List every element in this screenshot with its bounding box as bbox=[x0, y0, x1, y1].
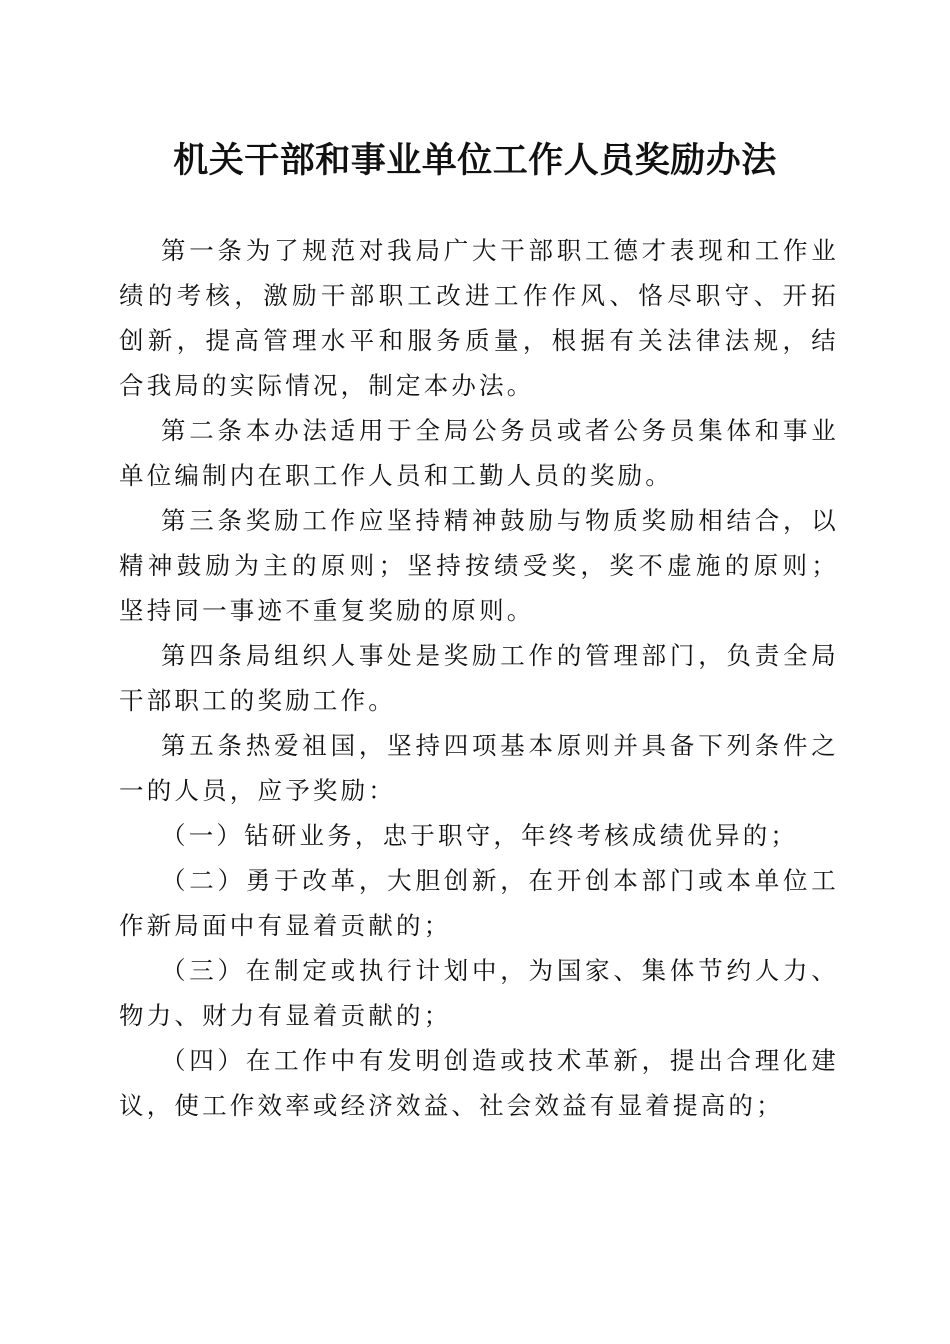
article-2-paragraph: 第二条本办法适用于全局公务员或者公务员集体和事业单位编制内在职工作人员和工勤人员的奖励。 bbox=[119, 416, 839, 490]
condition-3-item: （三）在制定或执行计划中，为国家、集体节约人力、物力、财力有显着贡献的； bbox=[119, 956, 839, 1030]
document-body bbox=[119, 228, 839, 1128]
article-3-paragraph: 第三条奖励工作应坚持精神鼓励与物质奖励相结合，以精神鼓励为主的原则；坚持按绩受奖，奖不虚施的原则；坚持同一事迹不重复奖励的原则。 bbox=[119, 506, 839, 625]
condition-1-item: （一）钻研业务，忠于职守，年终考核成绩优异的； bbox=[161, 821, 799, 850]
article-5-paragraph: 第五条热爱祖国，坚持四项基本原则并具备下列条件之一的人员，应予奖励： bbox=[119, 731, 839, 805]
condition-2-item: （二）勇于改革，大胆创新，在开创本部门或本单位工作新局面中有显着贡献的； bbox=[119, 866, 839, 940]
article-4-paragraph: 第四条局组织人事处是奖励工作的管理部门，负责全局干部职工的奖励工作。 bbox=[119, 641, 839, 715]
document-title: 机关干部和事业单位工作人员奖励办法 bbox=[173, 140, 777, 181]
condition-4-item: （四）在工作中有发明创造或技术革新，提出合理化建议，使工作效率或经济效益、社会效益有显着提高的； bbox=[119, 1046, 839, 1120]
article-1-paragraph: 第一条为了规范对我局广大干部职工德才表现和工作业绩的考核，激励干部职工改进工作作风、恪尽职守、开拓创新，提高管理水平和服务质量，根据有关法律法规，结合我局的实际情况，制定本办法。 bbox=[119, 236, 839, 400]
